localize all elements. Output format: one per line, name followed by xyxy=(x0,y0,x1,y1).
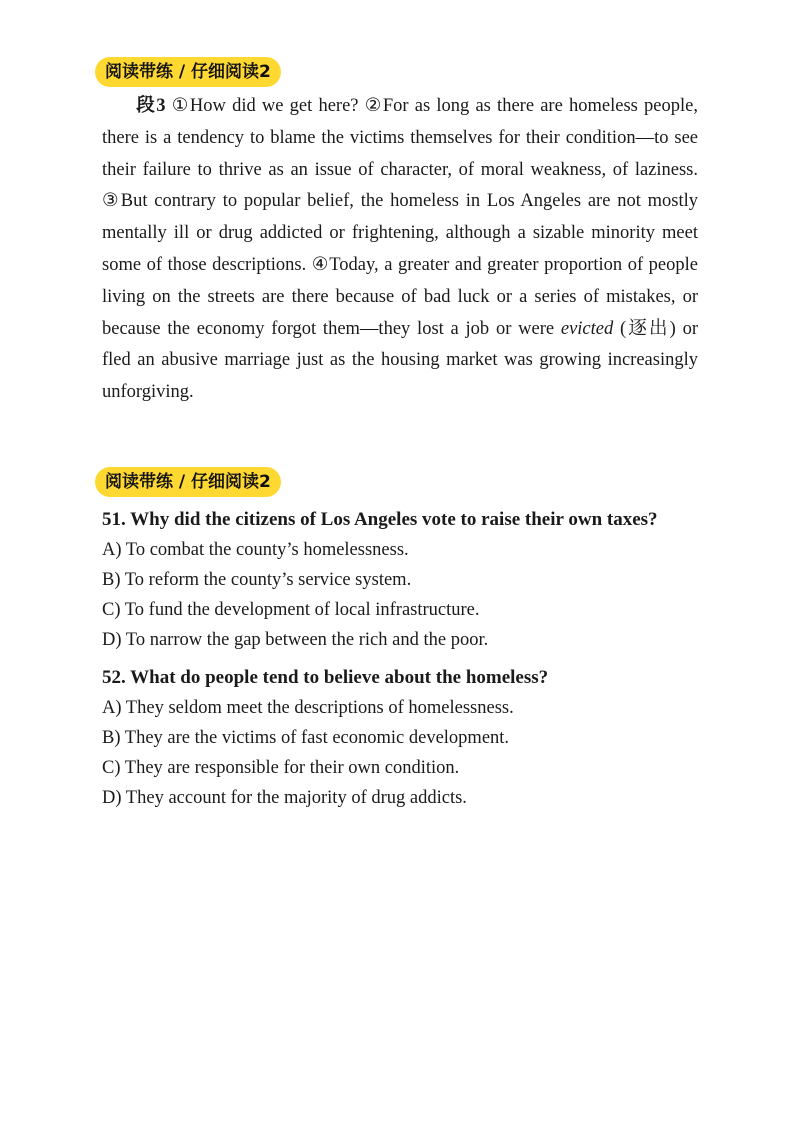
question-stem: 52. What do people tend to believe about the homeless? xyxy=(102,667,549,688)
paragraph-label: 段3 xyxy=(136,96,166,116)
option-a: A) They seldom meet the descriptions of homelessness. xyxy=(102,698,514,718)
option-c: C) To fund the development of local infrastructure. xyxy=(102,600,480,620)
option-d: D) They account for the majority of drug addicts. xyxy=(102,788,467,808)
section-tag: 阅读带练 / 仔细阅读2 xyxy=(95,57,281,87)
option-d: D) To narrow the gap between the rich and the poor. xyxy=(102,630,489,650)
chinese-gloss: (逐出) xyxy=(620,318,676,339)
section-tag: 阅读带练 / 仔细阅读2 xyxy=(95,467,281,497)
option-b: B) To reform the county’s service system. xyxy=(102,570,412,590)
evicted-word: evicted xyxy=(560,318,614,339)
question-list xyxy=(102,505,722,813)
passage-text: ①How did we get here? ②For as long as there are homeless people, there is a tendency to blame the victims themselves for their condition—to see their failure to thrive as an issue of character, of moral weakness, of laziness. ③But contrary to popular belief, the homeless in Los Angeles are not mostly mentally ill or drug addicted or frightening, although a sizable minority meet some of those descriptions. ④Today, a greater and greater proportion of people living on the streets are there because of bad luck or a series of mistakes, or because the economy forgot them—they lost a job or were xyxy=(102,96,698,339)
question-51 xyxy=(102,505,722,655)
question-52 xyxy=(102,663,722,813)
question-stem: 51. Why did the citizens of Los Angeles vote to raise their own taxes? xyxy=(102,509,658,530)
option-c: C) They are responsible for their own condition. xyxy=(102,758,460,778)
passage-paragraph xyxy=(102,91,698,409)
passage-text-end: or fled an abusive marriage just as the housing market was growing increasingly unforgiving. xyxy=(102,318,699,403)
option-b: B) They are the victims of fast economic development. xyxy=(102,728,510,748)
option-a: A) To combat the county’s homelessness. xyxy=(102,540,409,560)
